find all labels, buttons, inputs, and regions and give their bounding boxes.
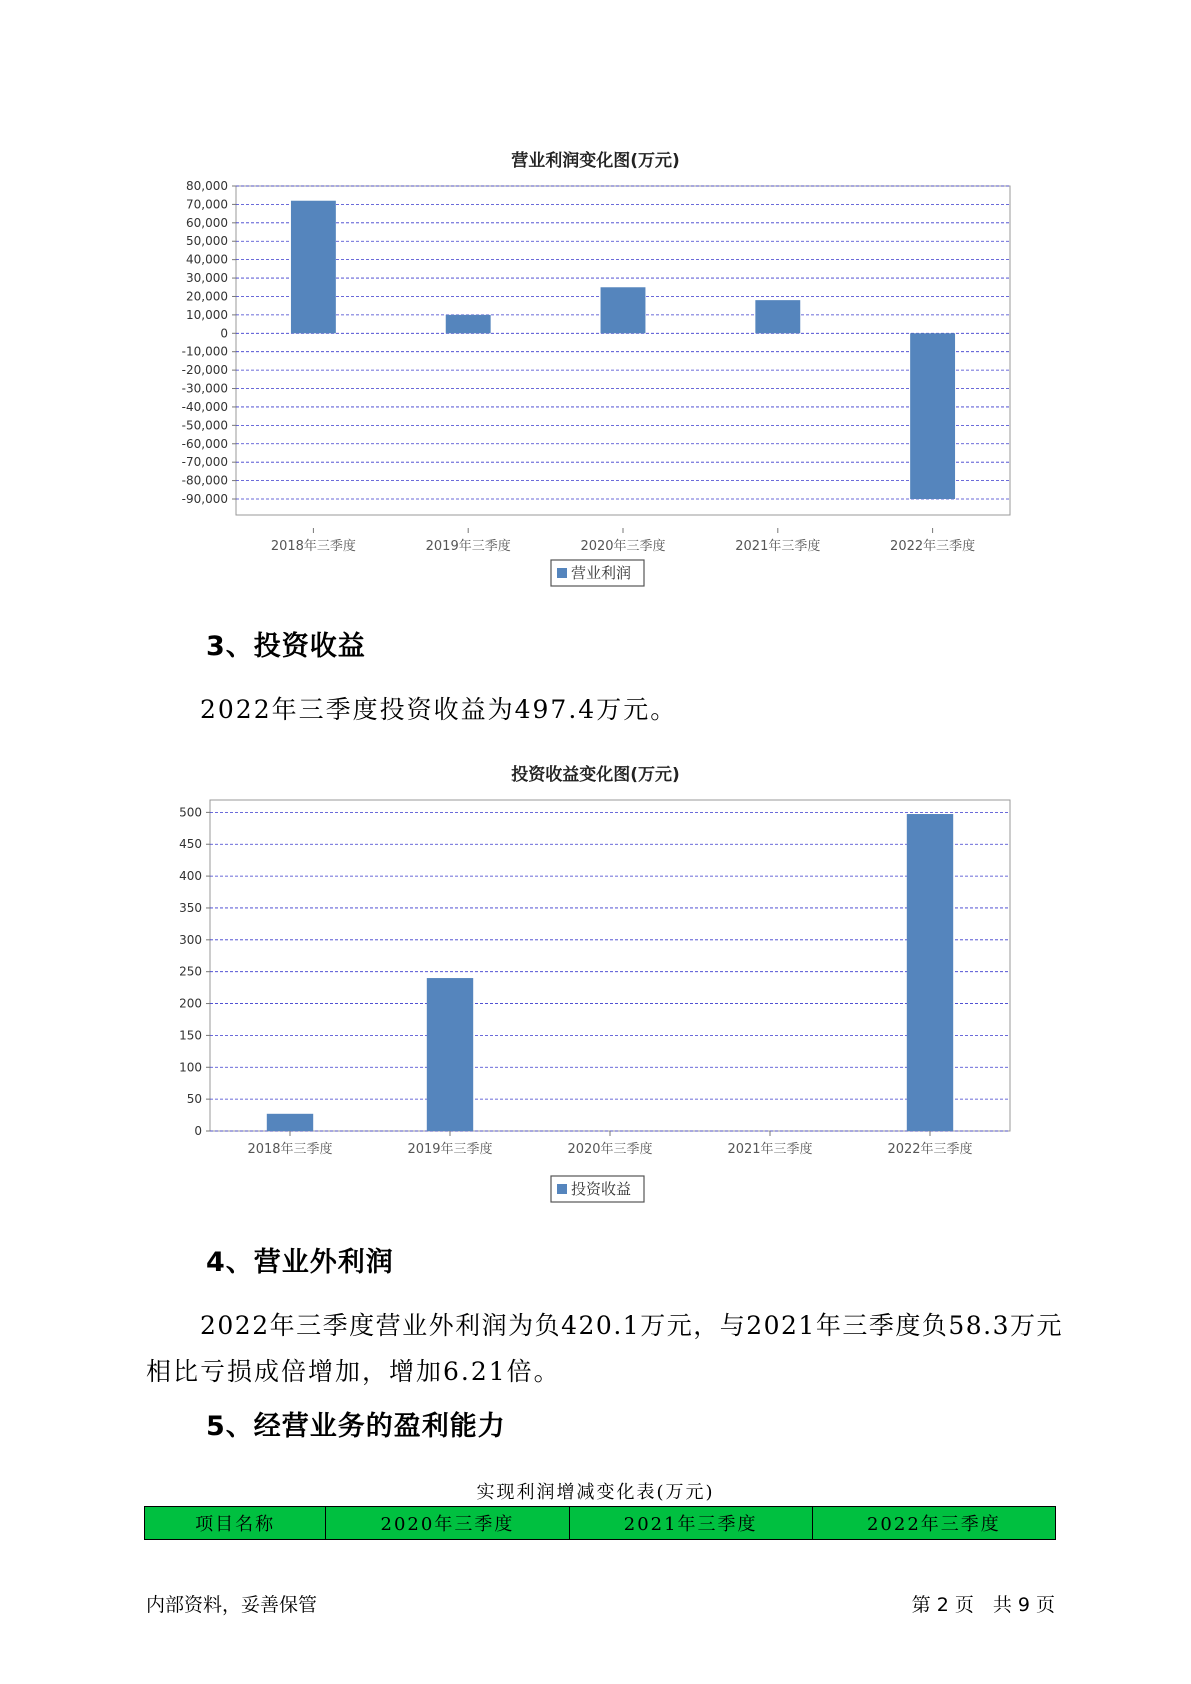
- y-tick-label: 350: [179, 900, 202, 915]
- table-header-cell: 2022年三季度: [812, 1507, 1055, 1540]
- y-tick-label: 0: [194, 1124, 202, 1138]
- y-tick-label: 70,000: [186, 197, 228, 212]
- y-tick-label: -80,000: [181, 473, 228, 488]
- y-tick-label: 30,000: [186, 271, 228, 286]
- y-tick-label: 60,000: [186, 215, 228, 230]
- x-tick-label: 2019年三季度: [407, 1142, 493, 1157]
- y-tick-label: -10,000: [181, 344, 228, 359]
- chart2-title: 投资收益变化图(万元): [511, 765, 680, 785]
- y-tick-label: 50,000: [186, 234, 228, 249]
- section3-heading: 3、投资收益: [206, 631, 366, 662]
- x-tick-label: 2018年三季度: [247, 1142, 333, 1157]
- x-tick-label: 2022年三季度: [890, 539, 976, 554]
- y-tick-label: -70,000: [181, 455, 228, 470]
- section4-heading: 4、营业外利润: [206, 1247, 394, 1278]
- legend-swatch: [557, 1184, 567, 1194]
- y-tick-label: 10,000: [186, 307, 228, 322]
- y-tick-label: -20,000: [181, 363, 228, 378]
- table-header-cell: 2020年三季度: [326, 1507, 569, 1540]
- table-header-row: [145, 1507, 1056, 1540]
- y-tick-label: -40,000: [181, 399, 228, 414]
- section3-text: 2022年三季度投资收益为497.4万元。: [200, 695, 678, 724]
- x-tick-label: 2022年三季度: [887, 1142, 973, 1157]
- y-tick-label: 150: [179, 1028, 202, 1043]
- y-tick-label: 400: [179, 869, 202, 884]
- plot-area: [210, 800, 1010, 1131]
- y-tick-label: 80,000: [186, 179, 228, 193]
- legend-label: 投资收益: [571, 1180, 632, 1198]
- bar: [907, 814, 953, 1131]
- table-title: 实现利润增减变化表(万元): [476, 1482, 715, 1503]
- y-tick-label: -60,000: [181, 436, 228, 451]
- y-tick-label: 100: [179, 1060, 202, 1075]
- profit-change-table: [144, 1506, 1056, 1540]
- table-header-cell: 项目名称: [145, 1507, 326, 1540]
- y-tick-label: 450: [179, 837, 202, 852]
- section4-line2: 相比亏损成倍增加，增加6.21倍。: [146, 1357, 561, 1386]
- table-header-cell: 2021年三季度: [569, 1507, 812, 1540]
- y-tick-label: 200: [179, 996, 202, 1011]
- bar: [427, 978, 473, 1131]
- y-tick-label: 500: [179, 805, 202, 820]
- x-tick-label: 2019年三季度: [425, 539, 511, 554]
- y-tick-label: 250: [179, 964, 202, 979]
- y-tick-label: 0: [220, 326, 228, 341]
- y-tick-label: -30,000: [181, 381, 228, 396]
- section5-heading: 5、经营业务的盈利能力: [206, 1411, 506, 1442]
- y-tick-label: 20,000: [186, 289, 228, 304]
- footer-note: 内部资料，妥善保管: [146, 1594, 318, 1616]
- x-tick-label: 2021年三季度: [735, 539, 821, 554]
- x-tick-label: 2021年三季度: [727, 1142, 813, 1157]
- y-tick-label: -50,000: [181, 418, 228, 433]
- bar: [267, 1114, 313, 1131]
- section4-line1: 2022年三季度营业外利润为负420.1万元，与2021年三季度负58.3万元: [200, 1311, 1063, 1340]
- x-tick-label: 2020年三季度: [567, 1142, 653, 1157]
- y-tick-label: 50: [186, 1092, 202, 1107]
- x-tick-label: 2018年三季度: [270, 539, 356, 554]
- y-tick-label: 40,000: [186, 252, 228, 267]
- y-tick-label: 300: [179, 932, 202, 947]
- legend-label: 营业利润: [571, 564, 632, 582]
- x-tick-label: 2020年三季度: [580, 539, 666, 554]
- chart1-title: 营业利润变化图(万元): [511, 151, 680, 171]
- page-number: 第 2 页 共 9 页: [911, 1594, 1055, 1616]
- y-tick-label: -90,000: [181, 492, 228, 506]
